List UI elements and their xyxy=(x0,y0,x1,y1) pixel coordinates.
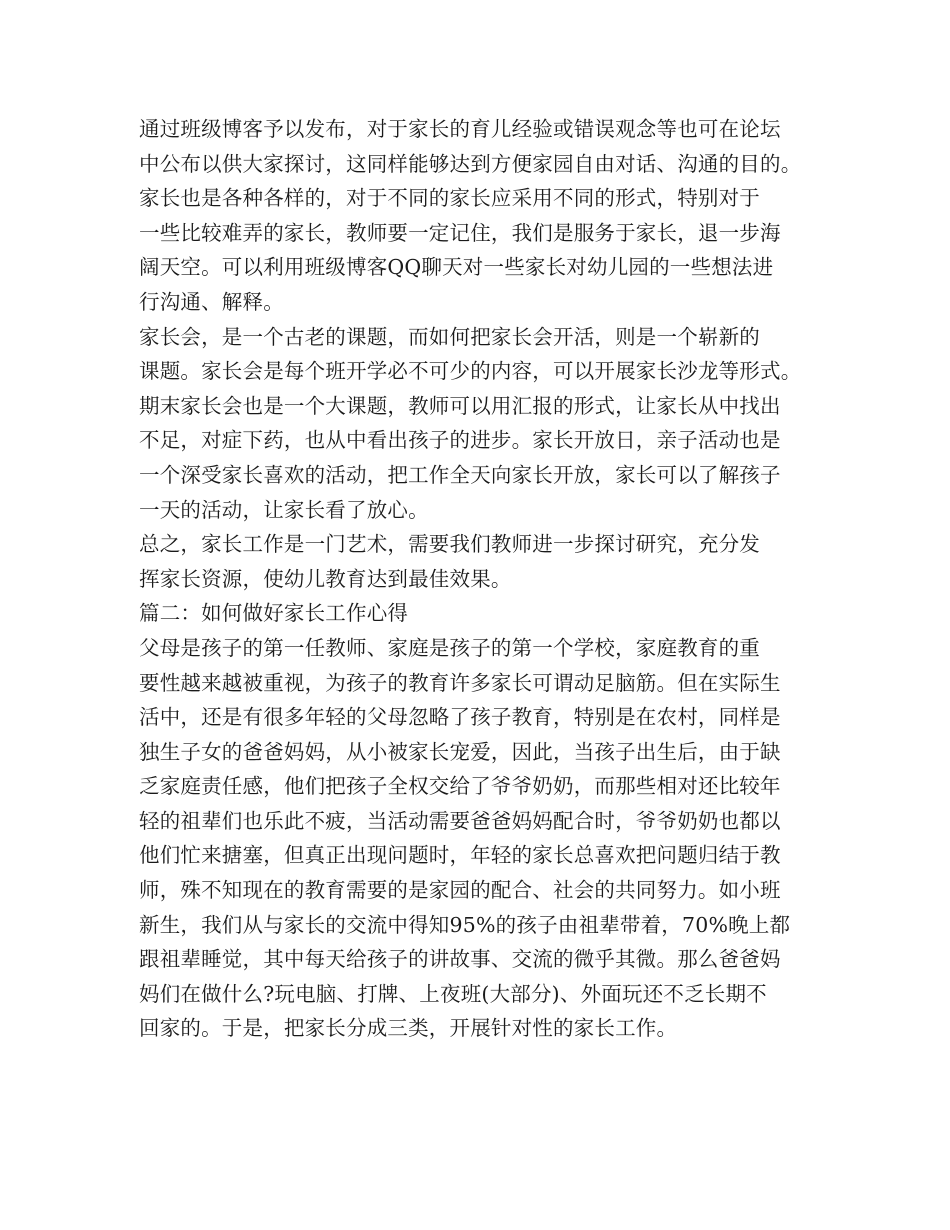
text-line: 要性越来越被重视，为孩子的教育许多家长可谓动足脑筋。但在实际生 xyxy=(139,670,781,695)
text-line: 回家的。于是，把家长分成三类，开展针对性的家长工作。 xyxy=(139,1016,678,1041)
text-line: 新生，我们从与家长的交流中得知95%的孩子由祖辈带着，70%晚上都 xyxy=(139,912,791,937)
text-line: 父母是孩子的第一任教师、家庭是孩子的第一个学校，家庭教育的重 xyxy=(139,635,760,660)
text-line: 行沟通、解释。 xyxy=(139,289,284,314)
text-line: 通过班级博客予以发布，对于家长的育儿经验或错误观念等也可在论坛 xyxy=(139,117,781,141)
text-line: 不足，对症下药，也从中看出孩子的进步。家长开放日，亲子活动也是 xyxy=(139,428,781,453)
text-line: 家长会，是一个古老的课题，而如何把家长会开活，则是一个崭新的 xyxy=(139,324,760,349)
text-line: 他们忙来搪塞，但真正出现问题时，年轻的家长总喜欢把问题归结于教 xyxy=(139,843,781,868)
text-line: 乏家庭责任感，他们把孩子全权交给了爷爷奶奶，而那些相对还比较年 xyxy=(139,774,781,799)
text-line: 一个深受家长喜欢的活动，把工作全天向家长开放，家长可以了解孩子 xyxy=(139,462,781,487)
text-line: 家长也是各种各样的，对于不同的家长应采用不同的形式，特别对于 xyxy=(139,186,760,211)
text-line: 总之，家长工作是一门艺术，需要我们教师进一步探讨研究，充分发 xyxy=(139,532,760,557)
text-line: 期末家长会也是一个大课题，教师可以用汇报的形式，让家长从中找出 xyxy=(139,393,781,418)
text-line: 师，殊不知现在的教育需要的是家园的配合、社会的共同努力。如小班 xyxy=(139,878,781,903)
text-line: 跟祖辈睡觉，其中每天给孩子的讲故事、交流的微乎其微。那么爸爸妈 xyxy=(139,947,781,972)
text-line: 一些比较难弄的家长，教师要一定记住，我们是服务于家长，退一步海 xyxy=(139,220,781,245)
text-line: 一天的活动，让家长看了放心。 xyxy=(139,497,429,522)
text-line: 阔天空。可以利用班级博客QQ聊天对一些家长对幼儿园的一些想法进 xyxy=(139,255,774,280)
body-text xyxy=(139,112,829,1046)
text-line: 课题。家长会是每个班开学必不可少的内容，可以开展家长沙龙等形式。 xyxy=(139,359,802,384)
text-line: 挥家长资源，使幼儿教育达到最佳效果。 xyxy=(139,566,512,591)
text-line: 轻的祖辈们也乐此不疲，当活动需要爸爸妈妈配合时，爷爷奶奶也都以 xyxy=(139,808,781,833)
text-line: 妈们在做什么?玩电脑、打牌、上夜班(大部分)、外面玩还不乏长期不 xyxy=(139,981,767,1006)
text-line: 活中，还是有很多年轻的父母忽略了孩子教育，特别是在农村，同样是 xyxy=(139,705,781,730)
text-line: 独生子女的爸爸妈妈，从小被家长宠爱，因此，当孩子出生后，由于缺 xyxy=(139,739,781,764)
text-line: 中公布以供大家探讨，这同样能够达到方便家园自由对话、沟通的目的。 xyxy=(139,151,802,176)
section-heading: 篇二：如何做好家长工作心得 xyxy=(139,601,409,626)
